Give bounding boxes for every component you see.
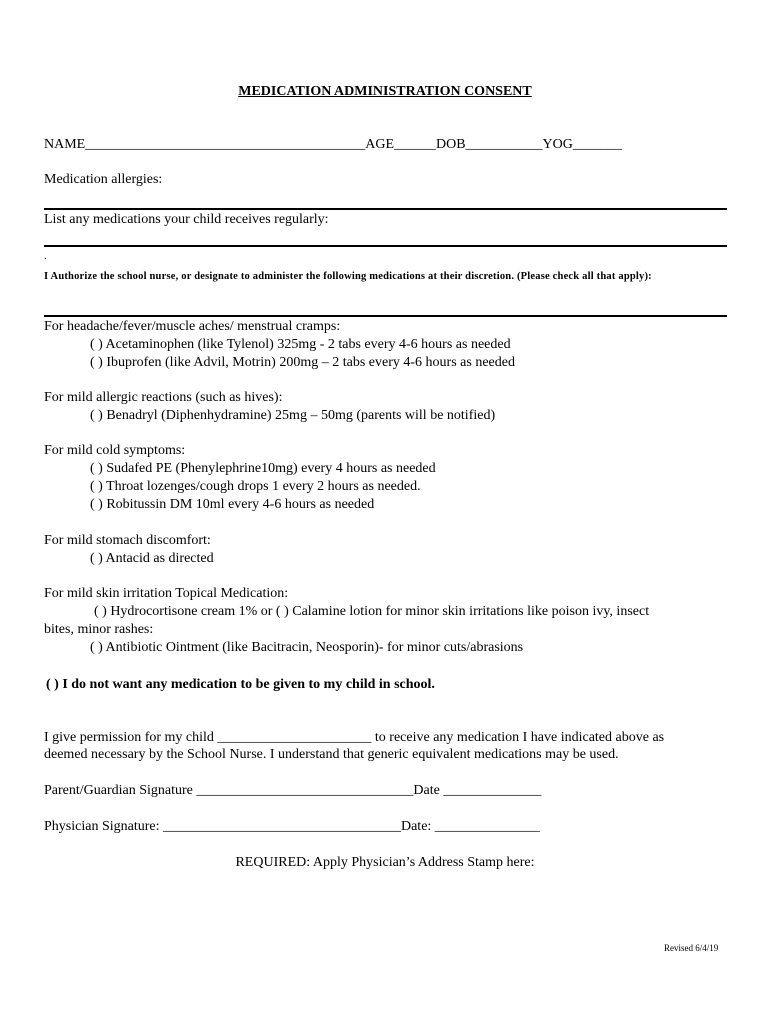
dot-mark: . — [44, 250, 47, 262]
option-antibiotic-ointment: ( ) Antibiotic Ointment (like Bacitracin, Neosporin)- for minor cuts/abrasions — [90, 640, 524, 655]
parent-signature-line: Parent/Guardian Signature _______________________________Date ______________ — [44, 783, 542, 798]
regular-meds-label: List any medications your child receives regularly: — [44, 212, 329, 227]
revision-date: Revised 6/4/19 — [664, 943, 719, 953]
section-heading-stomach: For mild stomach discomfort: — [44, 533, 211, 548]
allergies-label: Medication allergies: — [44, 172, 163, 187]
authorize-rule — [44, 315, 727, 317]
option-benadryl: ( ) Benadryl (Diphenhydramine) 25mg – 50mg (parents will be notified) — [90, 408, 496, 423]
option-hydrocortisone-calamine: ( ) Hydrocortisone cream 1% or ( ) Calamine lotion for minor skin irritations like poison ivy, insect — [94, 604, 650, 619]
no-medication-option: ( ) I do not want any medication to be given to my child in school. — [46, 677, 435, 692]
regular-meds-rule — [44, 245, 727, 247]
option-antacid: ( ) Antacid as directed — [90, 551, 214, 566]
authorize-statement: I Authorize the school nurse, or designate to administer the following medications at their discretion. (Please check all that apply): — [44, 271, 652, 282]
allergies-rule — [44, 208, 727, 210]
physician-signature-line: Physician Signature: __________________________________Date: _______________ — [44, 819, 540, 834]
section-heading-cold: For mild cold symptoms: — [44, 443, 186, 458]
option-ibuprofen: ( ) Ibuprofen (like Advil, Motrin) 200mg – 2 tabs every 4-6 hours as needed — [90, 355, 515, 370]
permission-line-2: deemed necessary by the School Nurse. I understand that generic equivalent medications may be used. — [44, 747, 619, 762]
option-sudafed: ( ) Sudafed PE (Phenylephrine10mg) every 4 hours as needed — [90, 461, 436, 476]
option-robitussin: ( ) Robitussin DM 10ml every 4-6 hours as needed — [90, 497, 375, 512]
section-heading-pain: For headache/fever/muscle aches/ menstrual cramps: — [44, 319, 341, 334]
section-heading-allergic: For mild allergic reactions (such as hives): — [44, 390, 283, 405]
skin-line-continued: bites, minor rashes: — [44, 622, 154, 637]
option-acetaminophen: ( ) Acetaminophen (like Tylenol) 325mg - 2 tabs every 4-6 hours as needed — [90, 337, 511, 352]
section-heading-skin: For mild skin irritation Topical Medication: — [44, 586, 289, 601]
page-title: MEDICATION ADMINISTRATION CONSENT — [238, 84, 532, 99]
student-info-line: NAME________________________________________AGE______DOB___________YOG_______ — [44, 137, 622, 152]
physician-stamp-instruction: REQUIRED: Apply Physician’s Address Stamp here: — [235, 855, 535, 870]
option-lozenges: ( ) Throat lozenges/cough drops 1 every 2 hours as needed. — [90, 479, 421, 494]
permission-line-1: I give permission for my child ______________________ to receive any medication I have indicated above as — [44, 730, 665, 745]
